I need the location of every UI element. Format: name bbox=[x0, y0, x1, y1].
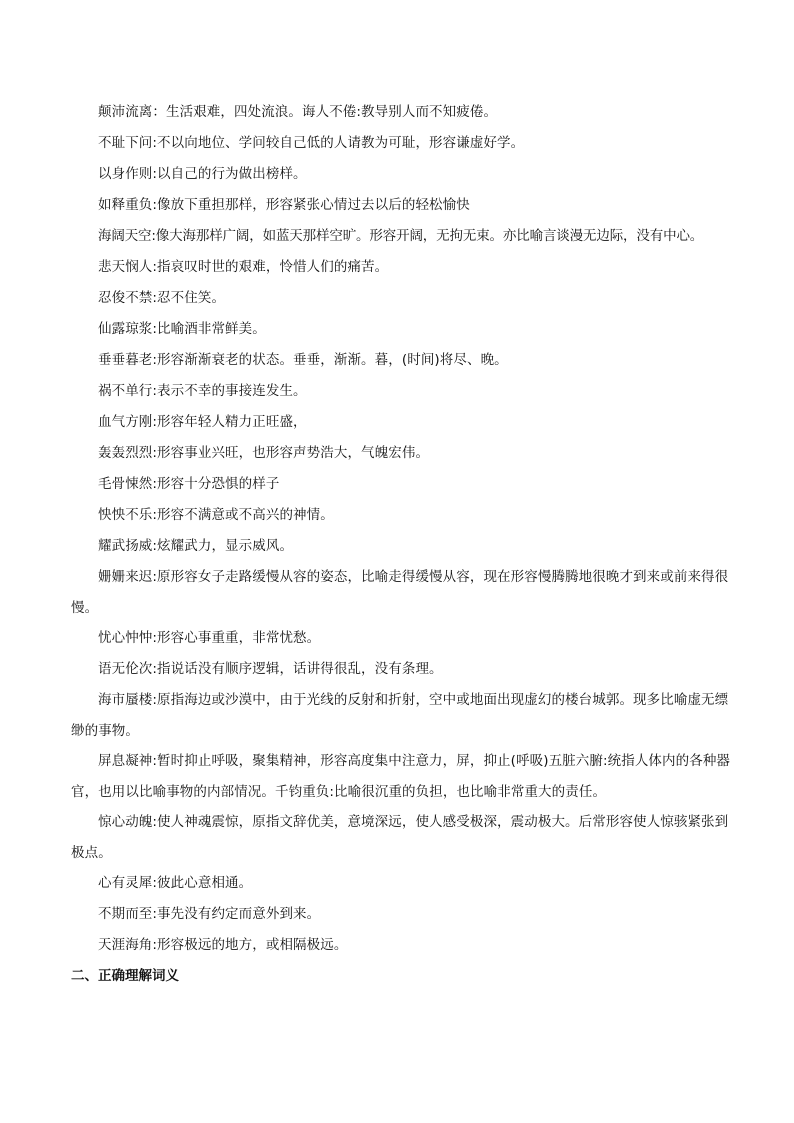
idiom-entry: 怏怏不乐:形容不满意或不高兴的神情。 bbox=[98, 507, 334, 523]
idiom-entry: 海阔天空:像大海那样广阔，如蓝天那样空旷。形容开阔，无拘无束。亦比喻言谈漫无边际，没有中心。 bbox=[98, 228, 704, 244]
idiom-entry: 海市蜃楼:原指海边或沙漠中，由于光线的反射和折射，空中或地面出现虚幻的楼台城郭。现多比喻虚无缥缈的事物。 bbox=[71, 692, 729, 739]
idiom-entry: 忍俊不禁:忍不住笑。 bbox=[98, 290, 226, 306]
idiom-entry: 不期而至:事先没有约定而意外到来。 bbox=[98, 906, 321, 922]
idiom-entry: 如释重负:像放下重担那样，形容紧张心情过去以后的轻松愉快 bbox=[98, 197, 470, 213]
idiom-entry: 垂垂暮老:形容渐渐衰老的状态。垂垂，渐渐。暮，(时间)将尽、晚。 bbox=[98, 352, 508, 368]
idiom-entry: 姗姗来迟:原形容女子走路缓慢从容的姿态，比喻走得缓慢从容，现在形容慢腾腾地很晚才到来或前来得很慢。 bbox=[71, 569, 729, 616]
idiom-entry: 仙露琼浆:比喻酒非常鲜美。 bbox=[98, 321, 266, 337]
idiom-entry: 忧心忡忡:形容心事重重，非常忧愁。 bbox=[98, 630, 321, 646]
idiom-entry: 语无伦次:指说话没有顺序逻辑，话讲得很乱，没有条理。 bbox=[98, 661, 443, 677]
idiom-entry: 以身作则:以自己的行为做出榜样。 bbox=[98, 166, 307, 182]
idiom-entry: 轰轰烈烈:形容事业兴旺，也形容声势浩大，气魄宏伟。 bbox=[98, 445, 430, 461]
content-area bbox=[71, 97, 731, 992]
idiom-entry: 耀武扬威:炫耀武力，显示威风。 bbox=[98, 538, 294, 554]
idiom-entry: 天涯海角:形容极远的地方，或相隔极远。 bbox=[98, 937, 348, 953]
idiom-entry: 不耻下问:不以向地位、学问较自己低的人请教为可耻，形容谦虚好学。 bbox=[98, 135, 525, 151]
idiom-entry: 祸不单行:表示不幸的事接连发生。 bbox=[98, 383, 307, 399]
idiom-entry: 心有灵犀:彼此心意相通。 bbox=[98, 875, 253, 891]
idiom-entry: 屏息凝神:暂时抑止呼吸，聚集精神，形容高度集中注意力，屏，抑止(呼吸)五脏六腑:统指人体内的各种器官，也用以比喻事物的内部情况。千钧重负:比喻很沉重的负担，也比喻非常重大的责任。 bbox=[71, 753, 731, 800]
idiom-entry: 颠沛流离：生活艰难，四处流浪。诲人不倦:教导别人而不知疲倦。 bbox=[98, 104, 498, 120]
idiom-entry: 血气方刚:形容年轻人精力正旺盛， bbox=[98, 414, 307, 430]
idiom-entry: 惊心动魄:使人神魂震惊，原指文辞优美，意境深远，使人感受极深，震动极大。后常形容使人惊骇紧张到极点。 bbox=[71, 814, 729, 861]
section-heading: 二、正确理解词义 bbox=[71, 968, 179, 984]
idiom-entry: 悲天悯人:指哀叹时世的艰难，怜惜人们的痛苦。 bbox=[98, 259, 389, 275]
idiom-entry: 毛骨悚然:形容十分恐惧的样子 bbox=[98, 476, 280, 492]
